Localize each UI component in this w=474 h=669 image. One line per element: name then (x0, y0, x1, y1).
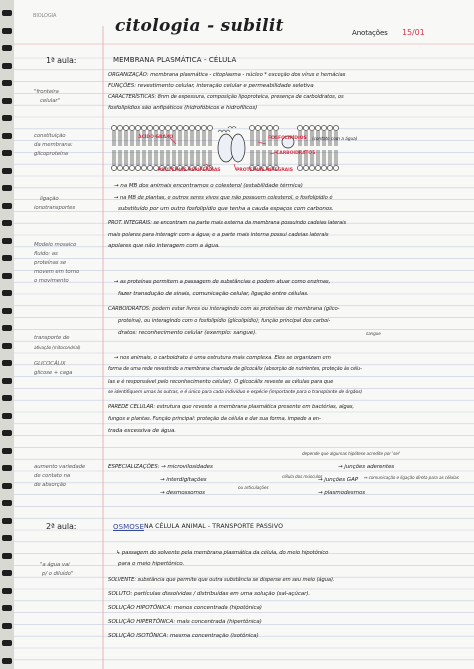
binder-hole (2, 570, 12, 576)
phospholipid-tail (161, 150, 163, 165)
phospholipid-head (255, 125, 260, 130)
phospholipid-tail (155, 150, 157, 165)
phospholipid-tail (119, 131, 121, 146)
phospholipid-tail (143, 150, 145, 165)
misc-note: ou articulações (238, 485, 269, 490)
binder-hole (2, 623, 12, 629)
binder-hole (2, 203, 12, 209)
phospholipid-head (117, 165, 122, 170)
note-line: forma de uma rede revestindo a membrana chamada de glicocálix (absorção de nutrientes, proteção às célu- (108, 367, 362, 372)
phospholipid-tail (173, 150, 175, 165)
binder-hole (2, 255, 12, 261)
page-date: 15/01 (402, 28, 425, 37)
note-line: dratos: reconhecimento celular (exemplo: sangue). (118, 330, 257, 336)
binder-hole (2, 640, 12, 646)
note-line: PAREDE CELULAR: estrutura que reveste a membrana plasmática presente em bactérias, algas, (108, 404, 354, 410)
misc-note: ↔ comunicação e ligação direta para as células (364, 475, 459, 480)
binder-hole (2, 518, 12, 524)
side-note: Modelo mosaico (34, 242, 77, 248)
binder-hole (2, 413, 12, 419)
note-line: apolares que não interagem com a água. (108, 243, 220, 249)
side-note: "a água vai (40, 562, 70, 568)
binder-hole (2, 325, 12, 331)
binder-hole (2, 658, 12, 664)
phospholipid-head (135, 165, 140, 170)
binder-hole (2, 448, 12, 454)
note-line: substituído por um outro fosfolipídio que tenha a cauda espaços com carbonos. (118, 206, 334, 212)
binder-hole (2, 150, 12, 156)
phospholipid-head (321, 125, 326, 130)
phospholipid-head (297, 125, 302, 130)
phospholipid-tail (257, 150, 259, 165)
side-note: celular" (40, 98, 60, 104)
phospholipid-head (123, 165, 128, 170)
note-line: SOLUTO: partículas dissolvidas / distribuídas em uma solução (sal-açúcar). (108, 591, 311, 597)
binder-hole (2, 80, 12, 86)
phospholipid-tail (137, 150, 139, 165)
misc-note: sangue (366, 331, 381, 336)
note-line: trada excessiva de água. (108, 428, 176, 434)
note-line: ↳ passagem do solvente pela membrana plasmática da célula, do meio hipotônico (116, 550, 329, 556)
aula-2-heading: OSMOSE (113, 523, 144, 531)
side-note: glicoproteína (34, 151, 68, 157)
side-note: ativação (mitocondrial) (34, 345, 81, 350)
phospholipid-head (267, 125, 272, 130)
phospholipid-head (189, 125, 194, 130)
phospholipid-head (135, 125, 140, 130)
binder-hole (2, 63, 12, 69)
note-line: ORGANIZAÇÃO: membrana plasmática - citoplasma - núcleo * exceção dos vírus e hemácias (108, 72, 346, 78)
phospholipid-head (129, 165, 134, 170)
side-note: aumento variedade (34, 464, 86, 470)
phospholipid-tail (209, 150, 211, 165)
phospholipid-head (141, 165, 146, 170)
side-note: GLICOCÁLIX (34, 361, 66, 367)
phospholipid-tail (173, 131, 175, 146)
binder-hole (2, 395, 12, 401)
page-title: citologia - subilit (115, 16, 284, 36)
phospholipid-tail (269, 150, 271, 165)
binder-hole (2, 168, 12, 174)
phospholipid-head (111, 125, 116, 130)
aula-1-label: 1ª aula: (46, 56, 77, 65)
phospholipid-tail (323, 150, 325, 165)
phospholipid-head (117, 125, 122, 130)
phospholipid-tail (131, 131, 133, 146)
phospholipid-head (141, 125, 146, 130)
binder-hole (2, 273, 12, 279)
note-line: CARACTERÍSTICAS: 8nm de espessura, composição lipoproteica, presença de carboidratos, os (108, 94, 344, 100)
phospholipid-head (273, 125, 278, 130)
note-line: SOLVENTE: substância que permite que outra substância se disperse em seu meio (água). (108, 577, 335, 583)
phospholipid-tail (113, 131, 115, 146)
side-note: ionotransportes (34, 205, 76, 211)
binder-hole (2, 465, 12, 471)
side-note: de contato na (34, 473, 71, 479)
phospholipid-tail (257, 131, 259, 146)
phospholipid-tail (167, 150, 169, 165)
label-proteinas-perifericas: PROTEÍNAS PERIFÉRICAS (158, 168, 221, 173)
note-line: SOLUÇÃO ISOTÔNICA: mesma concentração (isotônica) (108, 633, 259, 639)
phospholipid-head (327, 165, 332, 170)
note-line: → na MB dos animais encontramos o colesterol (estabilidade térmica) (114, 183, 303, 189)
phospholipid-tail (263, 150, 265, 165)
note-line: mais polares para interagir com a água; e a parte mais interna possui cadeias laterais (108, 232, 329, 238)
aula-2-label: 2ª aula: (46, 522, 77, 531)
side-note: de absorção (34, 482, 66, 488)
phospholipid-tail (197, 131, 199, 146)
note-line: ESPECIALIZAÇÕES: → microvilosidades (108, 464, 213, 470)
binder-hole (2, 605, 12, 611)
label-proteinas-integrais: PROTEÍNAS INTEGRAIS (236, 168, 293, 173)
phospholipid-head (123, 125, 128, 130)
note-line: PROT. INTEGRAIS: se encontram na parte mais externa da membrana possuindo cadeias laterais (108, 220, 347, 226)
binder-hole (2, 535, 12, 541)
side-note: movem em torno (34, 269, 80, 275)
notes-label: Anotações (352, 29, 388, 37)
label-fosfolipidios: FOSFOLIPÍDIOS (268, 136, 307, 141)
note-line: fosfolipídios são anfipáticos (hidrofóbicos e hidrofílicos) (108, 105, 258, 111)
phospholipid-head (201, 125, 206, 130)
phospholipid-tail (317, 150, 319, 165)
phospholipid-head (309, 165, 314, 170)
phospholipid-tail (179, 131, 181, 146)
note-line: CARBOIDRATOS: podem estar livres ou interagindo com as proteínas de membrana (glico- (108, 306, 340, 312)
side-note: da membrana: (34, 142, 73, 148)
binder-hole (2, 115, 12, 121)
label-carboidratos: CARBOIDRATOS (276, 151, 316, 156)
phospholipid-tail (113, 150, 115, 165)
phospholipid-head (177, 125, 182, 130)
phospholipid-tail (203, 150, 205, 165)
note-line: → junções aderentes (338, 464, 395, 470)
binder-hole (2, 378, 12, 384)
phospholipid-head (315, 125, 320, 130)
side-note: ligação (40, 196, 59, 202)
phospholipid-head (147, 125, 152, 130)
binder-margin (0, 0, 14, 669)
phospholipid-tail (185, 131, 187, 146)
side-note: p/ o diluído" (42, 571, 74, 577)
phospholipid-head (159, 125, 164, 130)
label-acido-graxo: ÁCIDO GRAXO (138, 135, 173, 140)
phospholipid-tail (335, 150, 337, 165)
binder-hole (2, 98, 12, 104)
note-line: → interdigitações (160, 477, 207, 483)
binder-hole (2, 343, 12, 349)
binder-hole (2, 308, 12, 314)
aula-1-heading: MEMBRANA PLASMÁTICA - CÉLULA (113, 56, 237, 64)
binder-hole (2, 430, 12, 436)
phospholipid-tail (125, 150, 127, 165)
phospholipid-tail (131, 150, 133, 165)
label-fosfolipidios-note: (contato com a água) (312, 137, 358, 142)
binder-hole (2, 553, 12, 559)
phospholipid-head (333, 125, 338, 130)
note-line: proteína), ou interagindo com o fosfolipídio (glicolipídio); função principal dos carboi- (118, 318, 331, 324)
phospholipid-head (315, 165, 320, 170)
note-line: las e é responsável pelo reconhecimento celular). O glicocálix reveste as células para que (108, 379, 334, 385)
phospholipid-head (249, 125, 254, 130)
note-line: SOLUÇÃO HIPERTÔNICA: mais concentrada (hipertônica) (108, 619, 262, 625)
note-line: → junções GAP (318, 477, 358, 483)
phospholipid-tail (251, 131, 253, 146)
phospholipid-tail (191, 131, 193, 146)
phospholipid-tail (119, 150, 121, 165)
note-line: → as proteínas permitem a passagem de substâncias e podem atuar como enzimas, (114, 279, 331, 285)
misc-note: célula dos músculos (282, 474, 323, 479)
phospholipid-head (129, 125, 134, 130)
phospholipid-head (183, 125, 188, 130)
phospholipid-tail (125, 131, 127, 146)
binder-hole (2, 185, 12, 191)
note-line: SOLUÇÃO HIPOTÔNICA: menos concentrada (hipotônica) (108, 605, 262, 611)
phospholipid-head (321, 165, 326, 170)
phospholipid-head (309, 125, 314, 130)
phospholipid-tail (191, 150, 193, 165)
phospholipid-tail (329, 150, 331, 165)
binder-hole (2, 483, 12, 489)
phospholipid-head (171, 125, 176, 130)
subject-label: BIOLOGIA (33, 13, 57, 19)
phospholipid-head (297, 165, 302, 170)
phospholipid-head (111, 165, 116, 170)
note-line: para o meio hipertônico. (118, 561, 185, 567)
binder-hole (2, 588, 12, 594)
binder-hole (2, 133, 12, 139)
binder-hole (2, 220, 12, 226)
phospholipid-head (261, 125, 266, 130)
side-note: constituição (34, 133, 66, 139)
phospholipid-head (303, 125, 308, 130)
phospholipid-head (207, 125, 212, 130)
phospholipid-head (327, 125, 332, 130)
phospholipid-head (165, 125, 170, 130)
binder-hole (2, 238, 12, 244)
phospholipid-tail (251, 150, 253, 165)
side-note: fluido: as (34, 251, 58, 257)
misc-note: depende que algumas hipótese acredite por 'ser' (302, 451, 401, 456)
note-line: se identifiquem umas às outras, e é único para cada indivíduo e espécie (importante para o transplante de órgãos) (108, 390, 363, 395)
note-line: fazer transdução de sinais, comunicação celular, ligação entre células. (118, 291, 309, 297)
aula-2-heading-rest: NA CÉLULA ANIMAL - TRANSPORTE PASSIVO (144, 523, 284, 530)
side-note: "fronteira (34, 89, 59, 95)
binder-hole (2, 500, 12, 506)
binder-hole (2, 290, 12, 296)
note-line: → na MB de plantas, e outros seres vivos que não possuem colesterol, o fosfolipídio é (114, 195, 333, 201)
note-line: FUNÇÕES: revestimento celular, interação celular e permeabilidade seletiva (108, 83, 314, 89)
side-note: glicose + caga (34, 370, 73, 376)
binder-hole (2, 10, 12, 16)
note-line: fungos e plantas. Função principal: proteção da célula e dar sua forma, impede a en- (108, 416, 321, 422)
phospholipid-head (195, 125, 200, 130)
binder-hole (2, 45, 12, 51)
side-note: o movimento (34, 278, 69, 284)
side-note: transporte de (34, 335, 70, 341)
note-line: → plasmodesmos (318, 490, 366, 496)
note-line: → nos animais, o carboidrato é uma estrutura mais complexa. Eles se organizam em (114, 355, 331, 361)
phospholipid-tail (179, 150, 181, 165)
phospholipid-tail (203, 131, 205, 146)
phospholipid-tail (185, 150, 187, 165)
phospholipid-head (303, 165, 308, 170)
binder-hole (2, 28, 12, 34)
binder-hole (2, 360, 12, 366)
phospholipid-tail (149, 150, 151, 165)
note-line: → desmossomos (160, 490, 205, 496)
phospholipid-tail (197, 150, 199, 165)
phospholipid-head (153, 125, 158, 130)
phospholipid-head (147, 165, 152, 170)
side-note: proteínas se (34, 260, 67, 266)
phospholipid-tail (209, 131, 211, 146)
phospholipid-head (333, 165, 338, 170)
